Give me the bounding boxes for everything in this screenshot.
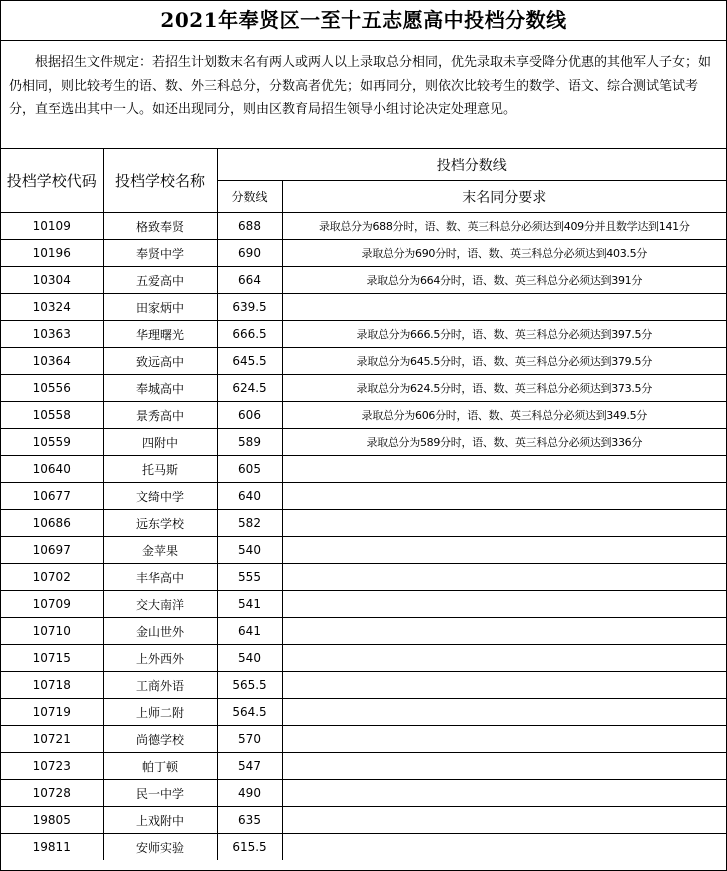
requirement-cell [282,780,726,807]
header-school-code: 投档学校代码 [1,149,103,213]
score-cell: 540 [217,645,282,672]
school-code-cell: 10196 [1,240,103,267]
table-row [1,267,726,294]
table-row [1,834,726,861]
requirement-cell [282,618,726,645]
requirement-cell [282,483,726,510]
requirement-cell [282,510,726,537]
table-row [1,537,726,564]
school-name-cell: 五爱高中 [103,267,217,294]
school-code-cell: 10640 [1,456,103,483]
school-code-cell: 10719 [1,699,103,726]
requirement-cell: 录取总分为589分时，语、数、英三科总分必须达到336分 [282,429,726,456]
school-name-cell: 上外西外 [103,645,217,672]
school-code-cell: 10715 [1,645,103,672]
school-name-cell: 景秀高中 [103,402,217,429]
table-row [1,807,726,834]
score-cell: 641 [217,618,282,645]
school-code-cell: 10559 [1,429,103,456]
school-code-cell: 10556 [1,375,103,402]
school-code-cell: 10558 [1,402,103,429]
table-row [1,618,726,645]
table-row [1,672,726,699]
requirement-cell [282,564,726,591]
table-row [1,294,726,321]
school-code-cell: 10721 [1,726,103,753]
requirement-cell: 录取总分为664分时，语、数、英三科总分必须达到391分 [282,267,726,294]
school-code-cell: 10697 [1,537,103,564]
school-name-cell: 金苹果 [103,537,217,564]
school-name-cell: 奉城高中 [103,375,217,402]
table-row [1,240,726,267]
school-name-cell: 文绮中学 [103,483,217,510]
table-row [1,348,726,375]
school-name-cell: 远东学校 [103,510,217,537]
score-cell: 555 [217,564,282,591]
score-cell: 645.5 [217,348,282,375]
score-cell: 666.5 [217,321,282,348]
table-row [1,780,726,807]
score-cell: 490 [217,780,282,807]
requirement-cell: 录取总分为688分时，语、数、英三科总分必须达到409分并且数学达到141分 [282,213,726,240]
score-cell: 640 [217,483,282,510]
score-cell: 570 [217,726,282,753]
score-cell: 565.5 [217,672,282,699]
score-cell: 547 [217,753,282,780]
school-code-cell: 10686 [1,510,103,537]
table-row [1,591,726,618]
school-code-cell: 19811 [1,834,103,861]
score-cell: 690 [217,240,282,267]
score-cell: 639.5 [217,294,282,321]
score-cell: 582 [217,510,282,537]
requirement-cell: 录取总分为690分时，语、数、英三科总分必须达到403.5分 [282,240,726,267]
table-row [1,564,726,591]
requirement-cell [282,807,726,834]
requirement-cell: 录取总分为606分时，语、数、英三科总分必须达到349.5分 [282,402,726,429]
school-name-cell: 尚德学校 [103,726,217,753]
requirement-cell [282,294,726,321]
school-code-cell: 10702 [1,564,103,591]
score-table [1,149,726,860]
requirement-cell [282,726,726,753]
school-name-cell: 四附中 [103,429,217,456]
requirement-cell: 录取总分为666.5分时，语、数、英三科总分必须达到397.5分 [282,321,726,348]
school-name-cell: 金山世外 [103,618,217,645]
score-cell: 615.5 [217,834,282,861]
table-row [1,213,726,240]
requirement-cell [282,672,726,699]
school-code-cell: 10109 [1,213,103,240]
score-cell: 664 [217,267,282,294]
requirement-cell: 录取总分为645.5分时，语、数、英三科总分必须达到379.5分 [282,348,726,375]
school-name-cell: 民一中学 [103,780,217,807]
school-code-cell: 10728 [1,780,103,807]
requirement-cell [282,645,726,672]
score-cell: 605 [217,456,282,483]
header-requirement: 末名同分要求 [282,181,726,213]
header-school-name: 投档学校名称 [103,149,217,213]
score-cell: 624.5 [217,375,282,402]
requirement-cell [282,753,726,780]
school-code-cell: 10304 [1,267,103,294]
school-name-cell: 托马斯 [103,456,217,483]
school-code-cell: 10324 [1,294,103,321]
school-name-cell: 格致奉贤 [103,213,217,240]
school-name-cell: 丰华高中 [103,564,217,591]
school-name-cell: 奉贤中学 [103,240,217,267]
requirement-cell [282,537,726,564]
school-name-cell: 致远高中 [103,348,217,375]
admission-rule-text: 根据招生文件规定：若招生计划数末名有两人或两人以上录取总分相同，优先录取未享受降分优惠的其他军人子女；如仍相同，则比较考生的语、数、外三科总分，分数高者优先；如再同分，则依次比较考生的数学、语文、综合测试笔试考分，直至选出其中一人。如还出现同分，则由区教育局招生领导小组讨论决定处理意见。 [1,41,726,149]
score-cell: 564.5 [217,699,282,726]
school-code-cell: 10677 [1,483,103,510]
score-cell: 589 [217,429,282,456]
table-row [1,375,726,402]
table-row [1,510,726,537]
table-row [1,456,726,483]
school-code-cell: 10718 [1,672,103,699]
school-name-cell: 帕丁顿 [103,753,217,780]
score-cell: 688 [217,213,282,240]
page-title: 2021年奉贤区一至十五志愿高中投档分数线 [1,1,726,41]
score-cell: 540 [217,537,282,564]
school-name-cell: 交大南洋 [103,591,217,618]
table-row [1,645,726,672]
table-row [1,402,726,429]
school-code-cell: 10363 [1,321,103,348]
school-code-cell: 10710 [1,618,103,645]
header-score-group: 投档分数线 [217,149,726,181]
school-code-cell: 10723 [1,753,103,780]
table-row [1,699,726,726]
score-cell: 541 [217,591,282,618]
requirement-cell [282,591,726,618]
school-name-cell: 田家炳中 [103,294,217,321]
requirement-cell [282,456,726,483]
school-code-cell: 10364 [1,348,103,375]
school-name-cell: 安师实验 [103,834,217,861]
table-row [1,726,726,753]
score-table-body [1,149,726,860]
header-row-1 [1,149,726,181]
requirement-cell: 录取总分为624.5分时，语、数、英三科总分必须达到373.5分 [282,375,726,402]
school-name-cell: 工商外语 [103,672,217,699]
header-score: 分数线 [217,181,282,213]
table-row [1,483,726,510]
requirement-cell [282,834,726,861]
school-code-cell: 10709 [1,591,103,618]
score-cell: 606 [217,402,282,429]
requirement-cell [282,699,726,726]
table-row [1,321,726,348]
score-cell: 635 [217,807,282,834]
table-row [1,753,726,780]
school-name-cell: 上师二附 [103,699,217,726]
school-name-cell: 华理曙光 [103,321,217,348]
school-name-cell: 上戏附中 [103,807,217,834]
table-row [1,429,726,456]
school-code-cell: 19805 [1,807,103,834]
